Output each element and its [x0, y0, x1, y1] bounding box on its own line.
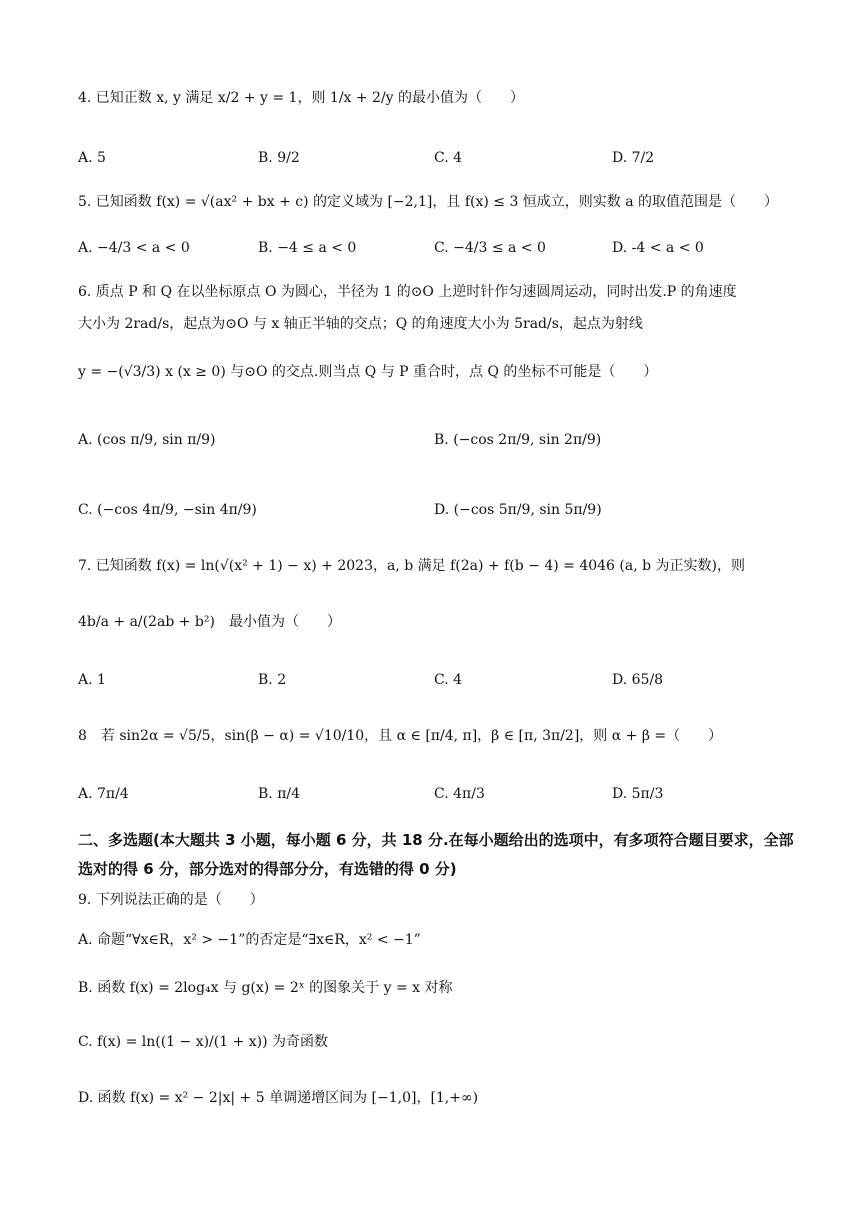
- question-9-option-d: D. 函数 f(x) = x² − 2|x| + 5 单调递增区间为 [−1,0]，[1,+∞): [78, 1090, 479, 1106]
- question-8-option-b: B. π/4: [258, 786, 301, 802]
- question-4-option-c: C. 4: [434, 150, 463, 166]
- question-9-option-a: A. 命题“∀x∈R，x² > −1”的否定是“∃x∈R，x² < −1”: [78, 932, 421, 948]
- section-2-heading: 二、多选题(本大题共 3 小题，每小题 6 分，共 18 分.在每小题给出的选项中，有多项符合题目要求，全部选对的得 6 分，部分选对的得部分分，有选错的得 0 分): [78, 831, 794, 878]
- question-6-option-c: C. (−cos 4π/9, −sin 4π/9): [78, 502, 257, 518]
- question-7-option-d: D. 65/8: [612, 672, 664, 688]
- question-4-stem: 4. 已知正数 x, y 满足 x/2 + y = 1，则 1/x + 2/y 的最小值为（ ）: [78, 90, 525, 106]
- question-5-option-a: A. −4/3 < a < 0: [78, 240, 190, 256]
- question-7-stem-line-2: 4b/a + a/(2ab + b²) 最小值为（ ）: [78, 614, 341, 630]
- question-5-option-c: C. −4/3 ≤ a < 0: [434, 240, 546, 256]
- question-7-stem-line-1: 7. 已知函数 f(x) = ln(√(x² + 1) − x) + 2023，a, b 满足 f(2a) + f(b − 4) = 4046 (a, b 为正实数)，则: [78, 558, 745, 574]
- question-9-option-b: B. 函数 f(x) = 2log₄x 与 g(x) = 2ˣ 的图象关于 y = x 对称: [78, 980, 453, 996]
- question-8-option-c: C. 4π/3: [434, 786, 485, 802]
- question-4-option-a: A. 5: [78, 150, 106, 166]
- question-8-stem: 8 若 sin2α = √5/5，sin(β − α) = √10/10，且 α ∈ [π/4, π]，β ∈ [π, 3π/2]，则 α + β =（ ）: [78, 728, 723, 744]
- question-7-option-b: B. 2: [258, 672, 287, 688]
- question-6-stem-line-2: 大小为 2rad/s，起点为⊙O 与 x 轴正半轴的交点；Q 的角速度大小为 5rad/s，起点为射线: [78, 316, 643, 332]
- question-6-option-a: A. (cos π/9, sin π/9): [78, 432, 216, 448]
- question-8-option-d: D. 5π/3: [612, 786, 664, 802]
- question-4-option-b: B. 9/2: [258, 150, 300, 166]
- question-7-option-a: A. 1: [78, 672, 106, 688]
- question-7-option-c: C. 4: [434, 672, 463, 688]
- question-6-option-d: D. (−cos 5π/9, sin 5π/9): [434, 502, 602, 518]
- question-9-stem: 9. 下列说法正确的是（ ）: [78, 892, 264, 908]
- question-5-stem: 5. 已知函数 f(x) = √(ax² + bx + c) 的定义域为 [−2,1]，且 f(x) ≤ 3 恒成立，则实数 a 的取值范围是（ ）: [78, 194, 779, 210]
- question-8-option-a: A. 7π/4: [78, 786, 129, 802]
- question-4-option-d: D. 7/2: [612, 150, 655, 166]
- question-5-option-b: B. −4 ≤ a < 0: [258, 240, 357, 256]
- question-5-option-d: D. -4 < a < 0: [612, 240, 704, 256]
- question-6-stem-line-3: y = −(√3/3) x (x ≥ 0) 与⊙O 的交点.则当点 Q 与 P 重合时，点 Q 的坐标不可能是（ ）: [78, 364, 658, 380]
- question-9-option-c: C. f(x) = ln((1 − x)/(1 + x)) 为奇函数: [78, 1034, 329, 1050]
- question-6-option-b: B. (−cos 2π/9, sin 2π/9): [434, 432, 602, 448]
- question-6-stem-line-1: 6. 质点 P 和 Q 在以坐标原点 O 为圆心，半径为 1 的⊙O 上逆时针作匀速圆周运动，同时出发.P 的角速度: [78, 284, 737, 300]
